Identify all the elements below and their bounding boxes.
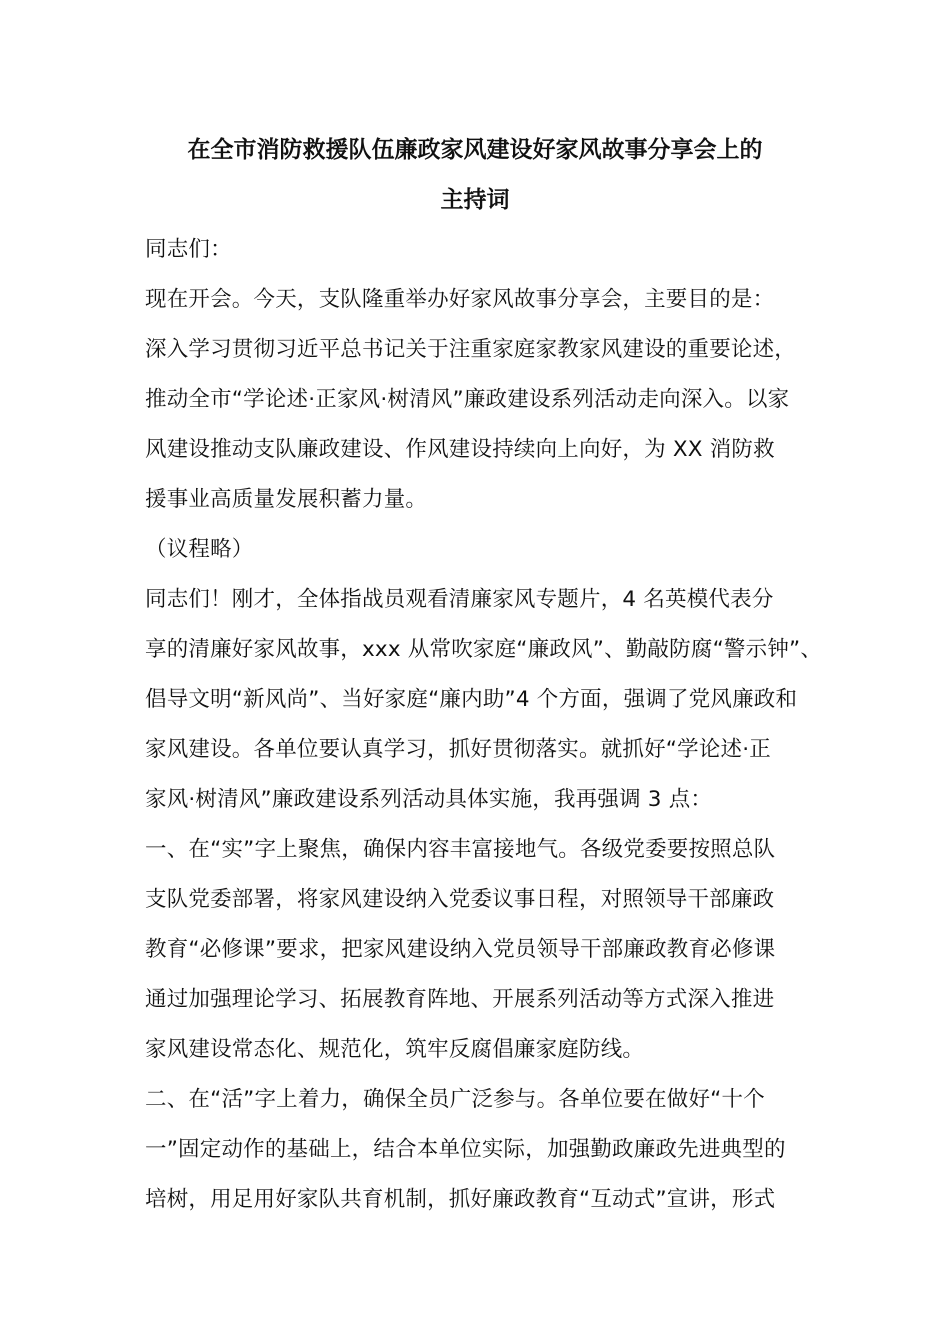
- text-line: 家风建设常态化、规范化，筑牢反腐倡廉家庭防线。: [145, 1037, 645, 1062]
- document-title-line-2: 主持词: [440, 187, 510, 213]
- text-line: 一”固定动作的基础上，结合本单位实际，加强勤政廉政先进典型的: [145, 1137, 786, 1162]
- text-line: 深入学习贯彻习近平总书记关于注重家庭家教家风建设的重要论述，: [145, 337, 797, 362]
- text-line: 家风建设。各单位要认真学习，抓好贯彻落实。就抓好“学论述·正: [145, 737, 771, 762]
- text-line: 培树，用足用好家队共育机制，抓好廉政教育“互动式”宣讲，形式: [145, 1187, 776, 1212]
- text-line: 同志们！刚才，全体指战员观看清廉家风专题片，4 名英模代表分: [145, 587, 774, 612]
- text-line: 推动全市“学论述·正家风·树清风”廉政建设系列活动走向深入。以家: [145, 387, 790, 412]
- document-title-line-1: 在全市消防救援队伍廉政家风建设好家风故事分享会上的: [187, 137, 763, 163]
- text-line: 享的清廉好家风故事，xxx 从常吹家庭“廉政风”、勤敲防腐“警示钟”、: [145, 637, 823, 662]
- text-line: 支队党委部署，将家风建设纳入党委议事日程，对照领导干部廉政: [145, 887, 775, 912]
- text-line: 风建设推动支队廉政建设、作风建设持续向上向好，为 XX 消防救: [145, 437, 775, 462]
- text-line: 家风·树清风”廉政建设系列活动具体实施，我再强调 3 点：: [145, 787, 713, 812]
- text-line: （议程略）: [145, 537, 254, 562]
- text-line: 通过加强理论学习、拓展教育阵地、开展系列活动等方式深入推进: [145, 987, 775, 1012]
- text-line: 援事业高质量发展积蓄力量。: [145, 487, 428, 512]
- text-line: 倡导文明“新风尚”、当好家庭“廉内助”4 个方面，强调了党风廉政和: [145, 687, 798, 712]
- text-line: 二、在“活”字上着力，确保全员广泛参与。各单位要在做好“十个: [145, 1087, 765, 1112]
- text-line: 教育“必修课”要求，把家风建设纳入党员领导干部廉政教育必修课: [145, 937, 776, 962]
- text-line: 现在开会。今天，支队隆重举办好家风故事分享会，主要目的是：: [145, 287, 775, 312]
- text-line: 同志们：: [145, 237, 232, 262]
- text-line: 一、在“实”字上聚焦，确保内容丰富接地气。各级党委要按照总队: [145, 837, 776, 862]
